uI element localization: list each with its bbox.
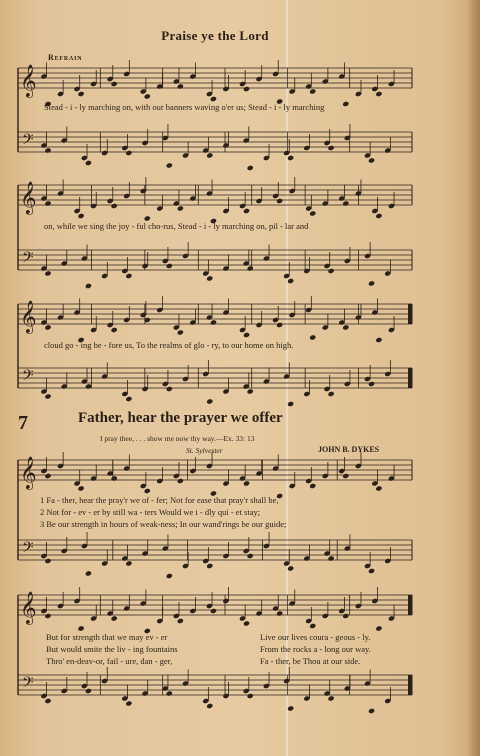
bass-note (125, 150, 132, 156)
bass-note (85, 160, 92, 166)
treble-note (44, 200, 51, 206)
treble-note (111, 327, 118, 333)
final-bar (408, 304, 412, 324)
treble-clef: 𝄞 (20, 181, 37, 214)
bass-note (368, 280, 375, 286)
bass-note (125, 273, 132, 279)
final-bar (408, 595, 412, 615)
bass-note (125, 396, 132, 402)
bass-note (206, 563, 213, 569)
bass-note (287, 565, 294, 571)
bass-note (166, 386, 173, 392)
bass-note (206, 398, 213, 404)
treble-note (375, 337, 382, 343)
bass-note (287, 278, 294, 284)
treble-note (375, 213, 382, 219)
treble-note (375, 625, 382, 631)
treble-note (78, 485, 85, 491)
treble-note (276, 610, 283, 616)
treble-note (144, 488, 151, 494)
bass-note (85, 688, 92, 694)
composer: JOHN B. DYKES (318, 445, 380, 454)
treble-note (111, 203, 118, 209)
hymn-number: 7 (18, 412, 28, 434)
bass-note (247, 165, 254, 171)
treble-note (44, 473, 51, 479)
bass-note (287, 401, 294, 407)
bass-note (328, 145, 335, 151)
bass-note (206, 703, 213, 709)
bass-note (85, 383, 92, 389)
bass-note (44, 270, 51, 276)
bass-note (166, 573, 173, 579)
treble-note (309, 88, 316, 94)
bass-note (328, 695, 335, 701)
treble-note (243, 332, 250, 338)
verse-1-line-1: 1 Fa - ther, hear the pray'r we of - fer; Not for ease that pray'r shall be, (40, 495, 279, 505)
bass-note (328, 391, 335, 397)
bass-note (247, 553, 254, 559)
bass-clef: 𝄢 (22, 367, 34, 388)
treble-note (342, 200, 349, 206)
treble-note (276, 198, 283, 204)
final-bar (408, 675, 412, 695)
verse-1-line-2b: Live our lives coura - geous - ly. (260, 632, 371, 642)
bass-note (44, 147, 51, 153)
bass-note (125, 560, 132, 566)
bass-note (287, 155, 294, 161)
treble-note (78, 91, 85, 97)
refrain-label: Refrain (48, 53, 83, 62)
scripture-reference: I pray thee, . . . show me now thy way.—Ex. 33: 13 (100, 434, 255, 443)
bass-note (166, 690, 173, 696)
treble-note (342, 324, 349, 330)
bass-note (206, 152, 213, 158)
hymn-title-top: Praise ye the Lord (161, 28, 269, 43)
bass-clef: 𝄢 (22, 249, 34, 270)
treble-note (342, 613, 349, 619)
treble-note (177, 618, 184, 624)
treble-note (342, 101, 349, 107)
treble-note (309, 334, 316, 340)
treble-note (243, 208, 250, 214)
tune-name: St. Sylvester (186, 446, 223, 455)
treble-note (111, 81, 118, 87)
bass-note (328, 555, 335, 561)
bass-clef: 𝄢 (22, 131, 34, 152)
treble-note (243, 620, 250, 626)
treble-note (210, 319, 217, 325)
bass-note (206, 275, 213, 281)
treble-note (177, 205, 184, 211)
bass-note (166, 162, 173, 168)
bass-note (85, 570, 92, 576)
treble-note (177, 83, 184, 89)
treble-clef: 𝄞 (20, 591, 37, 624)
treble-note (78, 213, 85, 219)
bass-note (44, 558, 51, 564)
verse-2-line-1: 2 Not for - ev - er by still wa - ters Would we i - dly qui - et stay; (40, 507, 261, 517)
bass-note (368, 381, 375, 387)
bass-note (247, 265, 254, 271)
lyric-line: cloud go - ing be - fore us, To the realms of glo - ry, to our home on high. (44, 340, 294, 350)
treble-clef: 𝄞 (20, 456, 37, 489)
bass-note (287, 705, 294, 711)
final-bar (408, 368, 412, 388)
bass-note (368, 157, 375, 163)
treble-note (144, 93, 151, 99)
treble-note (78, 625, 85, 631)
bass-note (247, 693, 254, 699)
treble-note (309, 623, 316, 629)
treble-note (342, 473, 349, 479)
verse-2-line-2b: From the rocks a - long our way. (260, 644, 371, 654)
lyric-line: Stead - i - ly marching on, with our banners waving o'er us; Stead - i - ly marching (44, 102, 325, 112)
treble-note (210, 608, 217, 614)
treble-note (243, 480, 250, 486)
bass-note (125, 700, 132, 706)
treble-clef: 𝄞 (20, 64, 37, 97)
treble-note (309, 483, 316, 489)
treble-clef: 𝄞 (20, 300, 37, 333)
treble-note (177, 329, 184, 335)
verse-2-line-2a: But would smite the liv - ing fountains (46, 644, 178, 654)
treble-note (276, 322, 283, 328)
lyric-line: on, while we sing the joy - ful cho-rus, Stead - i - ly marching on, pil - lar and (44, 221, 309, 231)
treble-note (375, 91, 382, 97)
treble-note (309, 210, 316, 216)
treble-note (111, 615, 118, 621)
bass-note (247, 388, 254, 394)
hymn-title: Father, hear the prayer we offer (78, 410, 283, 426)
verse-3-line-2a: Thro' en-deav-or, fail - ure, dan - ger, (46, 656, 173, 666)
bass-note (368, 568, 375, 574)
treble-note (243, 86, 250, 92)
bass-note (85, 283, 92, 289)
bass-clef: 𝄢 (22, 539, 34, 560)
treble-note (44, 613, 51, 619)
verse-3-line-1: 3 Be our strength in hours of weak-ness; In our wand'rings be our guide; (40, 519, 287, 529)
verse-1-line-2a: But for strength that we may ev - er (46, 632, 168, 642)
verse-3-line-2b: Fa - ther, be Thou at our side. (260, 656, 361, 666)
bass-note (44, 393, 51, 399)
bass-note (328, 268, 335, 274)
treble-note (375, 485, 382, 491)
bass-note (368, 708, 375, 714)
bass-note (166, 263, 173, 269)
bass-note (44, 698, 51, 704)
treble-note (111, 475, 118, 481)
bass-clef: 𝄢 (22, 674, 34, 695)
treble-note (44, 324, 51, 330)
treble-note (177, 478, 184, 484)
